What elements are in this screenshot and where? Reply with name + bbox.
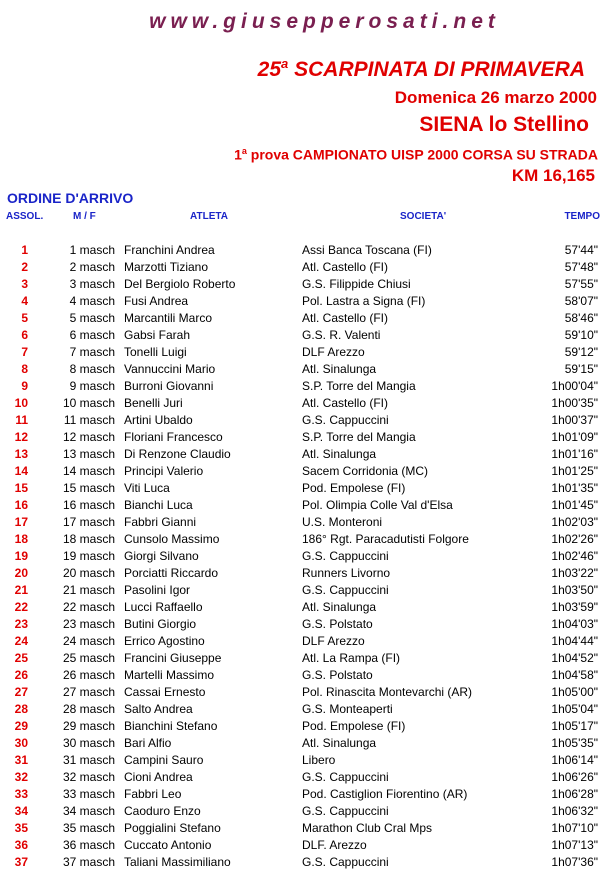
position-cell: 9 <box>21 379 28 393</box>
category-rank-cell: 30 masch <box>62 736 115 750</box>
table-row <box>0 259 609 276</box>
position-cell: 28 <box>14 702 28 716</box>
club-cell: Pol. Lastra a Signa (FI) <box>302 294 426 308</box>
athlete-cell: Fabbri Gianni <box>124 515 197 529</box>
table-row <box>0 565 609 582</box>
club-cell: DLF Arezzo <box>302 634 365 648</box>
category-rank-cell: 10 masch <box>62 396 115 410</box>
category-rank-cell: 26 masch <box>62 668 115 682</box>
table-row <box>0 310 609 327</box>
club-cell: G.S. Monteaperti <box>302 702 393 716</box>
athlete-cell: Cioni Andrea <box>124 770 193 784</box>
champ-text: prova CAMPIONATO UISP 2000 CORSA SU STRADA <box>246 146 598 163</box>
position-cell: 32 <box>14 770 28 784</box>
time-cell: 1h03'22" <box>551 566 598 580</box>
table-row <box>0 497 609 514</box>
table-row <box>0 582 609 599</box>
category-rank-cell: 2 masch <box>69 260 115 274</box>
position-cell: 15 <box>14 481 28 495</box>
club-cell: Pod. Empolese (FI) <box>302 719 406 733</box>
category-rank-cell: 34 masch <box>62 804 115 818</box>
table-row <box>0 395 609 412</box>
athlete-cell: Marcantili Marco <box>124 311 213 325</box>
athlete-cell: Cunsolo Massimo <box>124 532 220 546</box>
table-row <box>0 531 609 548</box>
time-cell: 1h04'44" <box>551 634 598 648</box>
club-cell: S.P. Torre del Mangia <box>302 430 416 444</box>
category-rank-cell: 29 masch <box>62 719 115 733</box>
club-cell: Atl. Castello (FI) <box>302 260 389 274</box>
club-cell: Pol. Olimpia Colle Val d'Elsa <box>302 498 453 512</box>
category-rank-cell: 9 masch <box>69 379 115 393</box>
event-place: SIENA lo Stellino <box>419 113 589 136</box>
athlete-cell: Di Renzone Claudio <box>124 447 231 461</box>
athlete-cell: Tonelli Luigi <box>124 345 187 359</box>
time-cell: 1h00'04" <box>551 379 598 393</box>
club-cell: Marathon Club Cral Mps <box>302 821 433 835</box>
category-rank-cell: 6 masch <box>69 328 115 342</box>
title-ordinal: a <box>281 56 289 71</box>
time-cell: 1h06'28" <box>551 787 598 801</box>
table-row <box>0 378 609 395</box>
table-row <box>0 429 609 446</box>
club-cell: 186° Rgt. Paracadutisti Folgore <box>302 532 469 546</box>
category-rank-cell: 35 masch <box>62 821 115 835</box>
time-cell: 1h07'10" <box>551 821 598 835</box>
time-cell: 1h05'04" <box>551 702 598 716</box>
position-cell: 31 <box>14 753 28 767</box>
category-rank-cell: 8 masch <box>69 362 115 376</box>
category-rank-cell: 14 masch <box>62 464 115 478</box>
category-rank-cell: 20 masch <box>62 566 115 580</box>
title-text: SCARPINATA DI PRIMAVERA <box>288 58 585 81</box>
position-cell: 30 <box>14 736 28 750</box>
table-row <box>0 633 609 650</box>
table-row <box>0 463 609 480</box>
category-rank-cell: 21 masch <box>62 583 115 597</box>
club-cell: Runners Livorno <box>302 566 391 580</box>
position-cell: 2 <box>21 260 28 274</box>
time-cell: 59'12" <box>564 345 598 359</box>
athlete-cell: Taliani Massimiliano <box>124 855 231 869</box>
table-row <box>0 599 609 616</box>
position-cell: 21 <box>14 583 28 597</box>
category-rank-cell: 7 masch <box>69 345 115 359</box>
table-row <box>0 769 609 786</box>
time-cell: 1h01'45" <box>551 498 598 512</box>
table-row <box>0 854 609 871</box>
athlete-cell: Caoduro Enzo <box>124 804 201 818</box>
athlete-cell: Francini Giuseppe <box>124 651 222 665</box>
category-rank-cell: 24 masch <box>62 634 115 648</box>
category-rank-cell: 33 masch <box>62 787 115 801</box>
time-cell: 1h02'46" <box>551 549 598 563</box>
athlete-cell: Viti Luca <box>124 481 170 495</box>
athlete-cell: Del Bergiolo Roberto <box>124 277 236 291</box>
category-rank-cell: 25 masch <box>62 651 115 665</box>
table-row <box>0 650 609 667</box>
club-cell: Sacem Corridonia (MC) <box>302 464 429 478</box>
athlete-cell: Lucci Raffaello <box>124 600 203 614</box>
time-cell: 1h00'35" <box>551 396 598 410</box>
position-cell: 6 <box>21 328 28 342</box>
position-cell: 5 <box>21 311 28 325</box>
club-cell: G.S. Polstato <box>302 668 373 682</box>
athlete-cell: Pasolini Igor <box>124 583 191 597</box>
table-row <box>0 514 609 531</box>
table-row <box>0 786 609 803</box>
athlete-cell: Poggialini Stefano <box>124 821 221 835</box>
table-row <box>0 718 609 735</box>
column-header-societa: SOCIETA' <box>400 211 447 222</box>
time-cell: 58'07" <box>564 294 598 308</box>
athlete-cell: Giorgi Silvano <box>124 549 199 563</box>
time-cell: 57'55" <box>564 277 598 291</box>
time-cell: 1h07'36" <box>551 855 598 869</box>
category-rank-cell: 4 masch <box>69 294 115 308</box>
category-rank-cell: 23 masch <box>62 617 115 631</box>
table-row <box>0 616 609 633</box>
category-rank-cell: 17 masch <box>62 515 115 529</box>
table-row <box>0 803 609 820</box>
table-row <box>0 752 609 769</box>
club-cell: Pod. Empolese (FI) <box>302 481 406 495</box>
athlete-cell: Fusi Andrea <box>124 294 189 308</box>
position-cell: 29 <box>14 719 28 733</box>
club-cell: Atl. Sinalunga <box>302 362 377 376</box>
category-rank-cell: 11 masch <box>63 413 115 427</box>
table-row <box>0 735 609 752</box>
table-row <box>0 361 609 378</box>
race-distance: KM 16,165 <box>511 166 595 185</box>
club-cell: Atl. Castello (FI) <box>302 396 389 410</box>
athlete-cell: Bari Alfio <box>124 736 172 750</box>
time-cell: 1h01'25" <box>551 464 598 478</box>
position-cell: 12 <box>14 430 28 444</box>
club-cell: Pol. Rinascita Montevarchi (AR) <box>302 685 473 699</box>
time-cell: 1h04'52" <box>551 651 598 665</box>
table-row <box>0 412 609 429</box>
time-cell: 1h05'17" <box>551 719 598 733</box>
table-row <box>0 446 609 463</box>
club-cell: G.S. Filippide Chiusi <box>302 277 411 291</box>
position-cell: 36 <box>14 838 28 852</box>
time-cell: 1h04'03" <box>551 617 598 631</box>
athlete-cell: Errico Agostino <box>124 634 205 648</box>
club-cell: G.S. Cappuccini <box>302 804 389 818</box>
table-row <box>0 548 609 565</box>
athlete-cell: Franchini Andrea <box>124 243 215 257</box>
event-title <box>258 56 585 82</box>
time-cell: 59'10" <box>564 328 598 342</box>
time-cell: 1h01'16" <box>551 447 598 461</box>
results-table <box>0 242 609 871</box>
club-cell: DLF Arezzo <box>302 345 365 359</box>
category-rank-cell: 18 masch <box>62 532 115 546</box>
position-cell: 33 <box>14 787 28 801</box>
position-cell: 20 <box>14 566 28 580</box>
position-cell: 1 <box>21 243 28 257</box>
time-cell: 59'15" <box>564 362 598 376</box>
athlete-cell: Bianchi Luca <box>124 498 193 512</box>
column-header-tempo: TEMPO <box>564 211 600 222</box>
category-rank-cell: 36 masch <box>62 838 115 852</box>
club-cell: Pod. Castiglion Fiorentino (AR) <box>302 787 468 801</box>
column-header-assol: ASSOL. <box>6 211 44 222</box>
category-rank-cell: 22 masch <box>62 600 115 614</box>
club-cell: G.S. R. Valenti <box>302 328 381 342</box>
club-cell: Libero <box>302 753 336 767</box>
category-rank-cell: 27 masch <box>62 685 115 699</box>
position-cell: 23 <box>14 617 28 631</box>
position-cell: 22 <box>14 600 28 614</box>
column-header-atleta: ATLETA <box>190 211 228 222</box>
athlete-cell: Artini Ubaldo <box>124 413 193 427</box>
athlete-cell: Bianchini Stefano <box>124 719 218 733</box>
category-rank-cell: 1 masch <box>69 243 115 257</box>
table-row <box>0 293 609 310</box>
athlete-cell: Vannuccini Mario <box>124 362 216 376</box>
time-cell: 1h05'35" <box>551 736 598 750</box>
athlete-cell: Floriani Francesco <box>124 430 223 444</box>
table-row <box>0 242 609 259</box>
athlete-cell: Marzotti Tiziano <box>124 260 209 274</box>
club-cell: G.S. Cappuccini <box>302 770 389 784</box>
column-header-mf: M / F <box>73 211 96 222</box>
club-cell: S.P. Torre del Mangia <box>302 379 416 393</box>
athlete-cell: Martelli Massimo <box>124 668 215 682</box>
event-date: Domenica 26 marzo 2000 <box>394 88 597 107</box>
category-rank-cell: 12 masch <box>62 430 115 444</box>
club-cell: G.S. Cappuccini <box>302 549 389 563</box>
athlete-cell: Fabbri Leo <box>124 787 182 801</box>
category-rank-cell: 16 masch <box>62 498 115 512</box>
category-rank-cell: 5 masch <box>69 311 115 325</box>
time-cell: 1h03'59" <box>551 600 598 614</box>
position-cell: 10 <box>14 396 28 410</box>
table-row <box>0 667 609 684</box>
athlete-cell: Cassai Ernesto <box>124 685 206 699</box>
category-rank-cell: 37 masch <box>62 855 115 869</box>
position-cell: 25 <box>14 651 28 665</box>
table-row <box>0 820 609 837</box>
club-cell: G.S. Cappuccini <box>302 583 389 597</box>
position-cell: 17 <box>14 515 28 529</box>
athlete-cell: Cuccato Antonio <box>124 838 212 852</box>
site-url: www.giusepperosati.net <box>149 10 500 33</box>
club-cell: Atl. Sinalunga <box>302 736 377 750</box>
time-cell: 1h05'00" <box>551 685 598 699</box>
position-cell: 8 <box>21 362 28 376</box>
results-heading: ORDINE D'ARRIVO <box>7 190 134 206</box>
time-cell: 58'46" <box>564 311 598 325</box>
club-cell: Atl. La Rampa (FI) <box>302 651 401 665</box>
club-cell: U.S. Monteroni <box>302 515 383 529</box>
category-rank-cell: 32 masch <box>62 770 115 784</box>
club-cell: G.S. Polstato <box>302 617 373 631</box>
position-cell: 18 <box>14 532 28 546</box>
position-cell: 11 <box>15 413 28 427</box>
table-row <box>0 684 609 701</box>
category-rank-cell: 19 masch <box>62 549 115 563</box>
table-row <box>0 480 609 497</box>
position-cell: 13 <box>14 447 28 461</box>
athlete-cell: Butini Giorgio <box>124 617 197 631</box>
athlete-cell: Benelli Juri <box>124 396 183 410</box>
position-cell: 24 <box>14 634 28 648</box>
time-cell: 1h06'14" <box>551 753 598 767</box>
table-row <box>0 701 609 718</box>
club-cell: Atl. Sinalunga <box>302 600 377 614</box>
champ-number: 1 <box>234 146 242 163</box>
category-rank-cell: 13 masch <box>62 447 115 461</box>
position-cell: 4 <box>21 294 28 308</box>
table-row <box>0 837 609 854</box>
athlete-cell: Salto Andrea <box>124 702 193 716</box>
club-cell: Assi Banca Toscana (FI) <box>302 243 432 257</box>
champ-ordinal: a <box>241 146 247 156</box>
position-cell: 16 <box>14 498 28 512</box>
time-cell: 1h06'26" <box>551 770 598 784</box>
position-cell: 34 <box>14 804 28 818</box>
table-row <box>0 344 609 361</box>
title-number: 25 <box>257 58 282 81</box>
athlete-cell: Principi Valerio <box>124 464 204 478</box>
club-cell: DLF. Arezzo <box>302 838 367 852</box>
time-cell: 1h04'58" <box>551 668 598 682</box>
athlete-cell: Porciatti Riccardo <box>124 566 219 580</box>
time-cell: 1h02'26" <box>551 532 598 546</box>
time-cell: 1h01'09" <box>551 430 598 444</box>
position-cell: 7 <box>21 345 28 359</box>
table-row <box>0 276 609 293</box>
athlete-cell: Campini Sauro <box>124 753 204 767</box>
position-cell: 3 <box>21 277 28 291</box>
position-cell: 37 <box>14 855 28 869</box>
category-rank-cell: 31 masch <box>62 753 115 767</box>
category-rank-cell: 3 masch <box>69 277 115 291</box>
time-cell: 1h06'32" <box>551 804 598 818</box>
time-cell: 1h07'13" <box>551 838 598 852</box>
position-cell: 14 <box>14 464 28 478</box>
club-cell: G.S. Cappuccini <box>302 413 389 427</box>
athlete-cell: Burroni Giovanni <box>124 379 214 393</box>
athlete-cell: Gabsi Farah <box>124 328 191 342</box>
club-cell: Atl. Sinalunga <box>302 447 377 461</box>
position-cell: 35 <box>14 821 28 835</box>
table-row <box>0 327 609 344</box>
category-rank-cell: 28 masch <box>62 702 115 716</box>
time-cell: 1h00'37" <box>551 413 598 427</box>
club-cell: Atl. Castello (FI) <box>302 311 389 325</box>
category-rank-cell: 15 masch <box>62 481 115 495</box>
time-cell: 57'44" <box>564 243 598 257</box>
position-cell: 27 <box>14 685 28 699</box>
time-cell: 1h03'50" <box>551 583 598 597</box>
club-cell: G.S. Cappuccini <box>302 855 389 869</box>
time-cell: 1h02'03" <box>551 515 598 529</box>
championship-line <box>234 146 598 163</box>
time-cell: 1h01'35" <box>551 481 598 495</box>
position-cell: 19 <box>14 549 28 563</box>
position-cell: 26 <box>14 668 28 682</box>
time-cell: 57'48" <box>564 260 598 274</box>
